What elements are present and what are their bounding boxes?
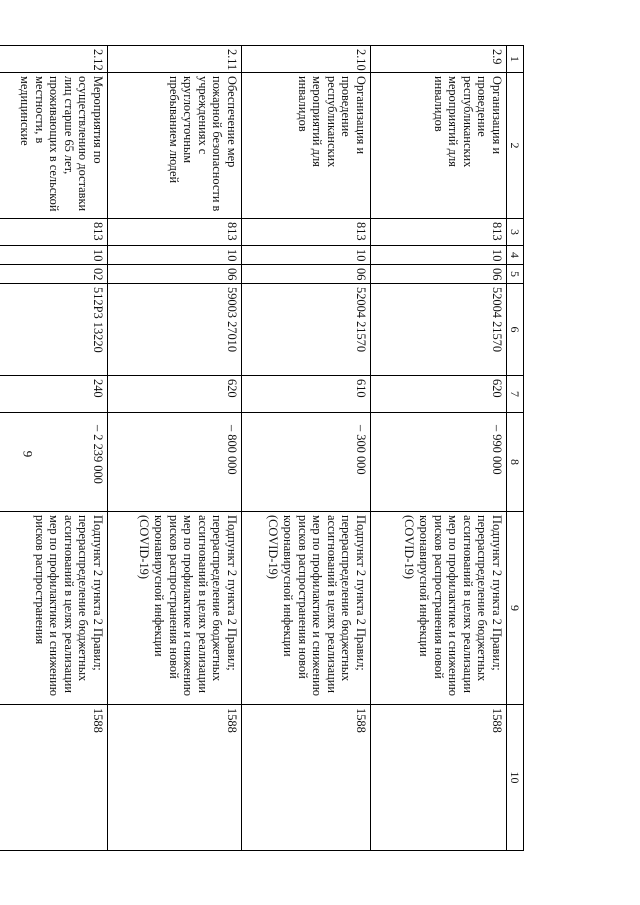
code-cell: 1588 xyxy=(0,705,108,851)
code-cell: 10 xyxy=(0,246,108,265)
column-header: 6 xyxy=(507,284,524,376)
table-row xyxy=(242,46,371,851)
code-cell: 06 xyxy=(108,265,242,284)
rotated-page-content xyxy=(18,45,524,850)
code-cell: 620 xyxy=(371,376,507,413)
column-header: 10 xyxy=(507,705,524,851)
table-row xyxy=(108,46,242,851)
code-cell: 10 xyxy=(371,246,507,265)
code-cell: 10 xyxy=(108,246,242,265)
code-cell: 1588 xyxy=(242,705,371,851)
row-number: 2.11 xyxy=(108,46,242,73)
code-cell: 52004 21570 xyxy=(242,284,371,376)
measure-name: Организация и проведение республиканских мероприятий для инвалидов xyxy=(371,73,507,219)
code-cell: 06 xyxy=(371,265,507,284)
column-header: 1 xyxy=(507,46,524,73)
code-cell: 10 xyxy=(242,246,371,265)
budget-table xyxy=(0,45,524,851)
amount-cell: – 300 000 xyxy=(242,413,371,512)
row-number: 2.12 xyxy=(0,46,108,73)
basis-cell: Подпункт 2 пункта 2 Правил; перераспределение бюджетных ассигнований в целях реализации мер по профилактике и снижению рисков распространения новой коронавирусной инфекции (COVID-19) xyxy=(108,512,242,705)
code-cell: 1588 xyxy=(108,705,242,851)
column-header: 2 xyxy=(507,73,524,219)
table-header-row xyxy=(507,46,524,851)
amount-cell: – 990 000 xyxy=(371,413,507,512)
code-cell: 06 xyxy=(242,265,371,284)
code-cell: 813 xyxy=(371,219,507,246)
code-cell: 813 xyxy=(108,219,242,246)
basis-cell: Подпункт 2 пункта 2 Правил; перераспределение бюджетных ассигнований в целях реализации мер по профилактике и снижению рисков распространения новой коронавирусной инфекции (COVID-19) xyxy=(242,512,371,705)
column-header: 7 xyxy=(507,376,524,413)
code-cell: 52004 21570 xyxy=(371,284,507,376)
column-header: 3 xyxy=(507,219,524,246)
code-cell: 813 xyxy=(0,219,108,246)
code-cell: 240 xyxy=(0,376,108,413)
row-number: 2.10 xyxy=(242,46,371,73)
measure-name: Мероприятия по осуществлению доставки лиц старше 65 лет, проживающих в сельской местности, в медицинские xyxy=(0,73,108,219)
column-header: 5 xyxy=(507,265,524,284)
code-cell: 620 xyxy=(108,376,242,413)
amount-cell: – 800 000 xyxy=(108,413,242,512)
column-header: 4 xyxy=(507,246,524,265)
code-cell: 02 xyxy=(0,265,108,284)
code-cell: 59003 27010 xyxy=(108,284,242,376)
code-cell: 512P3 13220 xyxy=(0,284,108,376)
measure-name: Обеспечение мер пожарной безопасности в учреждениях с круглосуточным пребыванием людей xyxy=(108,73,242,219)
code-cell: 610 xyxy=(242,376,371,413)
basis-cell: Подпункт 2 пункта 2 Правил; перераспределение бюджетных ассигнований в целях реализации мер по профилактике и снижению рисков распространения новой коронавирусной инфекции (COVID-19) xyxy=(371,512,507,705)
basis-cell: Подпункт 2 пункта 2 Правил; перераспределение бюджетных ассигнований в целях реализации мер по профилактике и снижению рисков распространения xyxy=(0,512,108,705)
page-number: 9 xyxy=(20,450,36,458)
code-cell: 1588 xyxy=(371,705,507,851)
table-row xyxy=(371,46,507,851)
code-cell: 813 xyxy=(242,219,371,246)
amount-cell: – 2 239 000 xyxy=(0,413,108,512)
column-header: 8 xyxy=(507,413,524,512)
column-header: 9 xyxy=(507,512,524,705)
row-number: 2.9 xyxy=(371,46,507,73)
table-row xyxy=(0,46,108,851)
measure-name: Организация и проведение республиканских мероприятий для инвалидов xyxy=(242,73,371,219)
